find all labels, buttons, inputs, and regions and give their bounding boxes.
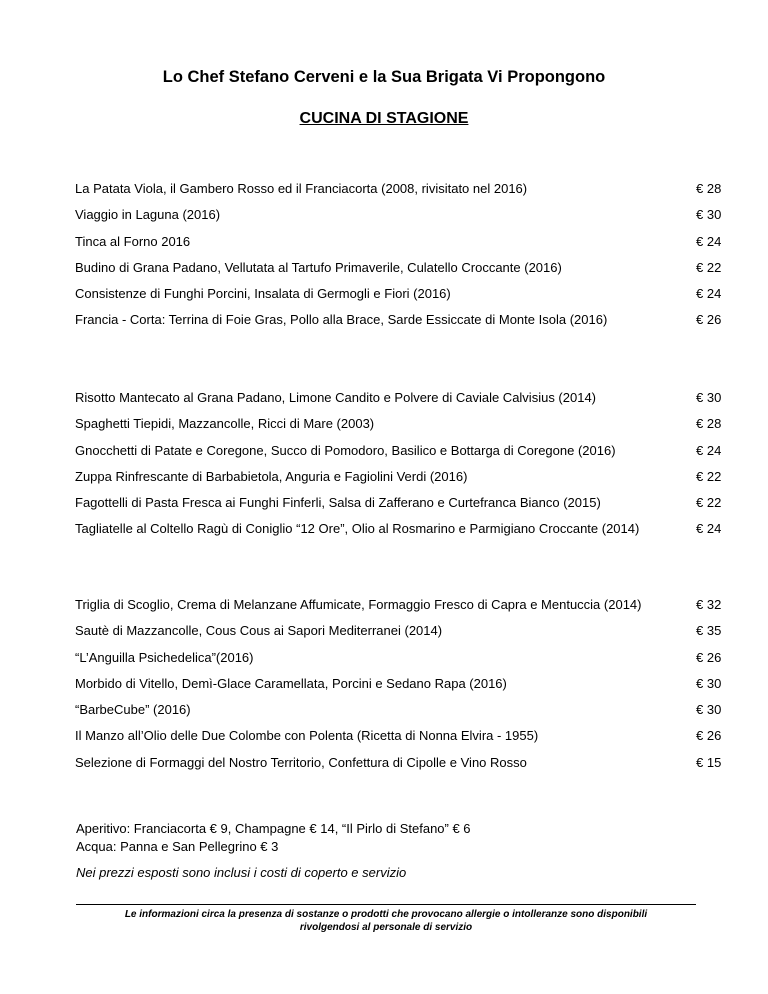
allergen-disclaimer [76,908,696,934]
menu-item-name: Triglia di Scoglio, Crema di Melanzane Affumicate, Formaggio Fresco di Capra e Mentuccia (2014) [75,597,642,612]
menu-item [75,754,722,781]
menu-item [75,416,722,442]
menu-item [75,495,722,521]
menu-item [75,312,722,338]
menu-item-price: € 32 [696,597,722,612]
menu-item-name: Fagottelli di Pasta Fresca ai Funghi Finferli, Salsa di Zafferano e Curtefranca Bianco (2015) [75,495,601,511]
menu-item [75,728,722,754]
menu-item-name: Zuppa Rinfrescante di Barbabietola, Anguria e Fagiolini Verdi (2016) [75,468,468,484]
menu-item-name: Gnocchetti di Patate e Coregone, Succo di Pomodoro, Basilico e Bottarga di Coregone (2016) [75,442,616,458]
menu-item [75,702,722,728]
menu-item-name: Morbido di Vitello, Demì-Glace Caramellata, Porcini e Sedano Rapa (2016) [75,675,507,691]
menu-item-name: “L’Anguilla Psichedelica”(2016) [75,649,254,665]
menu-item [75,259,722,286]
menu-item-price: € 28 [696,416,722,432]
menu-item-name: Tagliatelle al Coltello Ragù di Coniglio “12 Ore”, Olio al Rosmarino e Parmigiano Croccante (2014) [75,521,640,537]
menu-item-name: Il Manzo all’Olio delle Due Colombe con Polenta (Ricetta di Nonna Elvira - 1955) [75,728,539,744]
menu-item-price: € 22 [696,259,722,275]
menu-item-price: € 24 [696,521,722,537]
menu-item [75,181,722,207]
menu-item-price: € 28 [696,181,722,196]
menu-item-price: € 24 [696,233,722,249]
menu-notes [76,820,471,882]
menu-item-price: € 30 [696,390,722,405]
menu-item-price: € 24 [696,442,722,458]
section-heading: CUCINA DI STAGIONE [299,110,469,127]
menu-section-primi [75,390,722,548]
menu-item-price: € 15 [696,754,722,770]
menu-item-name: Francia - Corta: Terrina di Foie Gras, Pollo alla Brace, Sarde Essiccate di Monte Isola (2016) [75,312,608,328]
menu-item-price: € 24 [696,286,722,302]
menu-item-price: € 30 [696,207,722,223]
menu-item [75,521,722,547]
menu-item-price: € 30 [696,675,722,691]
disclaimer-line-1: Le informazioni circa la presenza di sostanze o prodotti che provocano allergie o intolleranze sono disponibili [124,909,648,920]
disclaimer-line-2: rivolgendosi al personale di servizio [299,922,473,933]
menu-item-name: Sautè di Mazzancolle, Cous Cous ai Sapori Mediterranei (2014) [75,623,443,639]
menu-item-name: “BarbeCube” (2016) [75,702,191,718]
menu-item [75,390,722,416]
menu-item [75,623,722,649]
menu-item [75,649,722,676]
menu-item-price: € 22 [696,468,722,484]
menu-section-secondi [75,597,722,781]
menu-item-price: € 26 [696,312,722,328]
menu-item [75,597,722,623]
menu-item [75,442,722,469]
menu-item-name: Consistenze di Funghi Porcini, Insalata di Germogli e Fiori (2016) [75,286,451,302]
menu-item-name: Budino di Grana Padano, Vellutata al Tartufo Primaverile, Culatello Croccante (2016) [75,259,562,275]
menu-item-name: Tinca al Forno 2016 [75,233,191,249]
menu-item [75,286,722,312]
menu-item-name: Spaghetti Tiepidi, Mazzancolle, Ricci di Mare (2003) [75,416,375,432]
menu-item-price: € 30 [696,702,722,718]
menu-item-price: € 26 [696,728,722,744]
page-title: Lo Chef Stefano Cerveni e la Sua Brigata Vi Propongono [162,68,606,86]
menu-section-antipasti [75,181,722,339]
menu-item-name: Selezione di Formaggi del Nostro Territorio, Confettura di Cipolle e Vino Rosso [75,754,527,770]
menu-item [75,233,722,260]
footer-divider [76,904,696,905]
menu-item [75,207,722,233]
aperitivo-note: Aperitivo: Franciacorta € 9, Champagne € 14, “Il Pirlo di Stefano” € 6 [76,821,471,836]
menu-item-name: La Patata Viola, il Gambero Rosso ed il Franciacorta (2008, rivisitato nel 2016) [75,181,528,196]
menu-item [75,675,722,702]
menu-item [75,468,722,495]
menu-item-name: Risotto Mantecato al Grana Padano, Limone Candito e Polvere di Caviale Calvisius (2014) [75,390,597,405]
menu-item-price: € 22 [696,495,722,511]
acqua-note: Acqua: Panna e San Pellegrino € 3 [76,839,279,854]
menu-item-name: Viaggio in Laguna (2016) [75,207,221,223]
menu-item-price: € 35 [696,623,722,639]
included-costs-note: Nei prezzi esposti sono inclusi i costi di coperto e servizio [76,865,407,880]
menu-item-price: € 26 [696,649,722,665]
